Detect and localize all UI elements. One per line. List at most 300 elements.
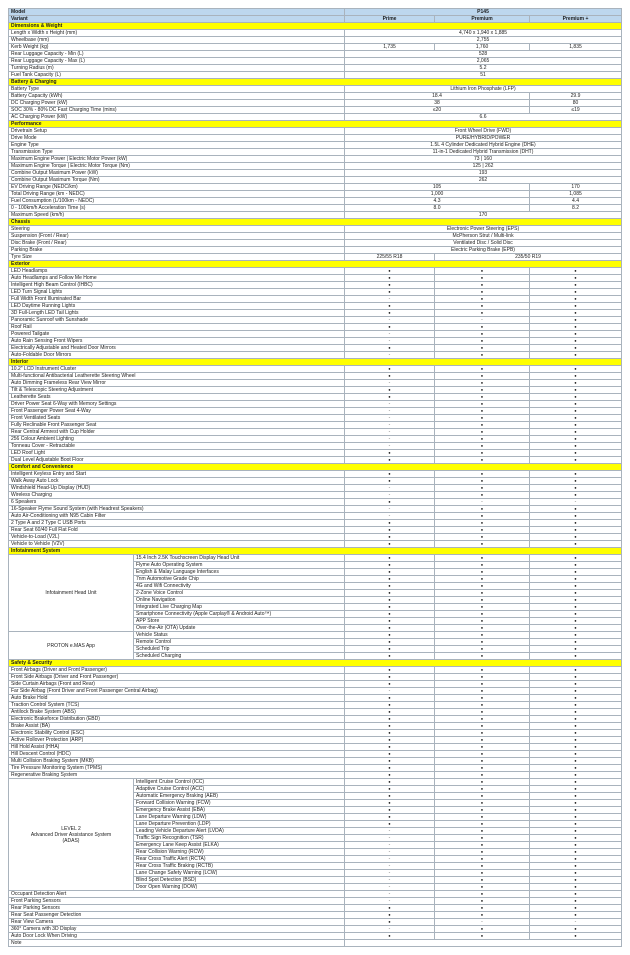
spec-label: Combine Output Maximum Torque (Nm) bbox=[9, 177, 345, 184]
feature-dot: ● bbox=[435, 814, 530, 821]
feature-dot: ● bbox=[530, 317, 622, 324]
section-header: Infotainment System bbox=[9, 548, 622, 555]
feature-dash: - bbox=[345, 408, 435, 415]
section-header: Dimensions & Weight bbox=[9, 23, 622, 30]
feature-dot: ● bbox=[530, 401, 622, 408]
feature-dot: ● bbox=[530, 828, 622, 835]
section-header-row bbox=[9, 548, 622, 555]
feature-dot: ● bbox=[435, 366, 530, 373]
spec-label: 16-Speaker Flyme Sound System (with Headrest Speakers) bbox=[9, 506, 345, 513]
feature-dot: ● bbox=[530, 758, 622, 765]
feature-dot: ● bbox=[345, 562, 435, 569]
spec-label: Blind Spot Detection (BSD) bbox=[134, 877, 345, 884]
feature-dot: ● bbox=[345, 681, 435, 688]
feature-dash: - bbox=[345, 513, 435, 520]
feature-dot: ● bbox=[530, 632, 622, 639]
group-label: PROTON e.MAS App bbox=[9, 632, 134, 660]
model-label: Model bbox=[9, 9, 345, 16]
spec-label: LED Turn Signal Lights bbox=[9, 289, 345, 296]
spec-label: Emergency Brake Assist (EBA) bbox=[134, 807, 345, 814]
spec-row bbox=[9, 233, 622, 240]
spec-row bbox=[9, 247, 622, 254]
feature-dash: - bbox=[345, 296, 435, 303]
feature-dash: - bbox=[345, 898, 435, 905]
feature-dot: ● bbox=[530, 625, 622, 632]
spec-label: Steering bbox=[9, 226, 345, 233]
feature-dot: ● bbox=[345, 583, 435, 590]
feature-dot: ● bbox=[435, 457, 530, 464]
feature-dot: ● bbox=[530, 821, 622, 828]
spec-row bbox=[9, 919, 622, 926]
feature-dot: ● bbox=[530, 408, 622, 415]
feature-dot: ● bbox=[435, 898, 530, 905]
feature-dot: ● bbox=[435, 723, 530, 730]
spec-value: 5.2 bbox=[345, 65, 622, 72]
feature-dot: ● bbox=[345, 674, 435, 681]
spec-label: LED Headlamps bbox=[9, 268, 345, 275]
spec-label: Driver Power Seat 6-Way with Memory Settings bbox=[9, 401, 345, 408]
feature-dot: ● bbox=[530, 695, 622, 702]
feature-dot: ● bbox=[345, 520, 435, 527]
feature-dot: ● bbox=[530, 352, 622, 359]
spec-label: EV Driving Range (NEDC/km) bbox=[9, 184, 345, 191]
spec-label: Rear Central Armrest with Cup Holder bbox=[9, 429, 345, 436]
feature-dot: ● bbox=[435, 513, 530, 520]
spec-row bbox=[9, 898, 622, 905]
feature-dot: ● bbox=[435, 695, 530, 702]
spec-label: Electrically Adjustable and Heated Door Mirrors bbox=[9, 345, 345, 352]
spec-row bbox=[9, 443, 622, 450]
feature-dot: ● bbox=[345, 814, 435, 821]
spec-value: 18.4 bbox=[345, 93, 530, 100]
feature-dot: ● bbox=[530, 597, 622, 604]
feature-dot: ● bbox=[435, 877, 530, 884]
feature-dot: ● bbox=[345, 653, 435, 660]
feature-dot: ● bbox=[345, 919, 435, 926]
feature-dot: ● bbox=[435, 849, 530, 856]
spec-label: Electronic Stability Control (ESC) bbox=[9, 730, 345, 737]
variant-label: Variant bbox=[9, 16, 345, 23]
feature-dot: ● bbox=[530, 674, 622, 681]
spec-row bbox=[9, 513, 622, 520]
feature-dot: ● bbox=[530, 737, 622, 744]
spec-value: 2,755 bbox=[345, 37, 622, 44]
spec-value: 2,065 bbox=[345, 58, 622, 65]
feature-dot: ● bbox=[345, 387, 435, 394]
spec-value: Ventilated Disc / Solid Disc bbox=[345, 240, 622, 247]
spec-label: Leading Vehicle Departure Alert (LVDA) bbox=[134, 828, 345, 835]
spec-row bbox=[9, 254, 622, 261]
feature-dot: ● bbox=[530, 380, 622, 387]
feature-dot: ● bbox=[530, 415, 622, 422]
feature-dot: ● bbox=[345, 457, 435, 464]
feature-dot: ● bbox=[435, 821, 530, 828]
spec-label: Maximum Speed (km/h) bbox=[9, 212, 345, 219]
spec-row bbox=[9, 940, 622, 947]
spec-label: LED Roof Light bbox=[9, 450, 345, 457]
spec-value: 170 bbox=[530, 184, 622, 191]
feature-dot: ● bbox=[435, 737, 530, 744]
feature-dot: ● bbox=[530, 310, 622, 317]
spec-label: Scheduled Trip bbox=[134, 646, 345, 653]
feature-dot: ● bbox=[345, 527, 435, 534]
feature-dash: - bbox=[345, 436, 435, 443]
feature-dot: ● bbox=[345, 695, 435, 702]
feature-dot: ● bbox=[530, 800, 622, 807]
feature-dot: ● bbox=[435, 709, 530, 716]
feature-dot: ● bbox=[530, 639, 622, 646]
feature-dot: ● bbox=[435, 625, 530, 632]
spec-value: 1,735 bbox=[345, 44, 435, 51]
spec-value: 170 bbox=[345, 212, 622, 219]
feature-dash: - bbox=[345, 317, 435, 324]
feature-dot: ● bbox=[345, 646, 435, 653]
feature-dot: ● bbox=[345, 268, 435, 275]
feature-dot: ● bbox=[435, 793, 530, 800]
section-header-row bbox=[9, 219, 622, 226]
feature-dash: - bbox=[435, 317, 530, 324]
feature-dot: ● bbox=[530, 338, 622, 345]
spec-value: 225/55 R18 bbox=[345, 254, 435, 261]
spec-row bbox=[9, 268, 622, 275]
feature-dash: - bbox=[345, 380, 435, 387]
feature-dot: ● bbox=[435, 534, 530, 541]
feature-dot: ● bbox=[345, 744, 435, 751]
spec-label: Combine Output Maximum Power (kW) bbox=[9, 170, 345, 177]
spec-label: Maximum Engine Torque | Electric Motor Torque (Nm) bbox=[9, 163, 345, 170]
feature-dot: ● bbox=[530, 506, 622, 513]
spec-row bbox=[9, 772, 622, 779]
spec-row bbox=[9, 506, 622, 513]
spec-row bbox=[9, 737, 622, 744]
section-header: Exterior bbox=[9, 261, 622, 268]
spec-value: 1,835 bbox=[530, 44, 622, 51]
feature-dot: ● bbox=[530, 604, 622, 611]
spec-label: Over-the-Air (OTA) Update bbox=[134, 625, 345, 632]
feature-dot: ● bbox=[530, 478, 622, 485]
spec-row bbox=[9, 135, 622, 142]
feature-dot: ● bbox=[435, 926, 530, 933]
spec-row bbox=[9, 163, 622, 170]
spec-label: Tyre Size bbox=[9, 254, 345, 261]
feature-dot: ● bbox=[530, 450, 622, 457]
feature-dot: ● bbox=[435, 765, 530, 772]
feature-dot: ● bbox=[530, 282, 622, 289]
feature-dot: ● bbox=[530, 807, 622, 814]
feature-dot: ● bbox=[435, 786, 530, 793]
spec-label: Electronic Brakeforce Distribution (EBD) bbox=[9, 716, 345, 723]
feature-dot: ● bbox=[435, 576, 530, 583]
spec-value: Electric Parking Brake (EPB) bbox=[345, 247, 622, 254]
spec-row bbox=[9, 415, 622, 422]
feature-dot: ● bbox=[530, 576, 622, 583]
model-row bbox=[9, 9, 622, 16]
feature-dash: - bbox=[345, 492, 435, 499]
feature-dot: ● bbox=[345, 394, 435, 401]
spec-value: 105 bbox=[345, 184, 530, 191]
spec-label: Lane Departure Warning (LDW) bbox=[134, 814, 345, 821]
spec-label: Remote Control bbox=[134, 639, 345, 646]
spec-label: Active Rollover Protection (ARP) bbox=[9, 737, 345, 744]
spec-row bbox=[9, 450, 622, 457]
spec-row bbox=[9, 422, 622, 429]
spec-label: Forward Collision Warning (FCW) bbox=[134, 800, 345, 807]
feature-dot: ● bbox=[530, 891, 622, 898]
spec-value: Electronic Power Steering (EPS) bbox=[345, 226, 622, 233]
model-value: P145 bbox=[345, 9, 622, 16]
feature-dot: ● bbox=[435, 408, 530, 415]
feature-dot: ● bbox=[345, 639, 435, 646]
spec-label: Front Airbags (Driver and Front Passenger) bbox=[9, 667, 345, 674]
feature-dot: ● bbox=[345, 289, 435, 296]
feature-dot: ● bbox=[435, 338, 530, 345]
variant-premium-plus: Premium + bbox=[530, 16, 622, 23]
spec-value: 73 | 160 bbox=[345, 156, 622, 163]
spec-label: SOC 30% - 80% DC Fast Charging Time (mins) bbox=[9, 107, 345, 114]
feature-dot: ● bbox=[435, 415, 530, 422]
spec-label: Fuel Tank Capacity (L) bbox=[9, 72, 345, 79]
spec-value: 235/50 R19 bbox=[435, 254, 622, 261]
spec-label: Fuel Consumption (L/100km - NEDC) bbox=[9, 198, 345, 205]
group-label: Infotainment Head Unit bbox=[9, 555, 134, 632]
feature-dot: ● bbox=[530, 436, 622, 443]
feature-dot: ● bbox=[345, 779, 435, 786]
feature-dash: - bbox=[345, 422, 435, 429]
feature-dot: ● bbox=[530, 667, 622, 674]
spec-row bbox=[9, 156, 622, 163]
spec-label: Walk Away Auto Lock bbox=[9, 478, 345, 485]
feature-dot: ● bbox=[530, 471, 622, 478]
spec-label: Multi Collision Braking System (MKB) bbox=[9, 758, 345, 765]
section-header: Performance bbox=[9, 121, 622, 128]
spec-label: Integrated Live Charging Map bbox=[134, 604, 345, 611]
feature-dot: ● bbox=[530, 569, 622, 576]
feature-dash: - bbox=[345, 884, 435, 891]
feature-dot: ● bbox=[530, 842, 622, 849]
feature-dot: ● bbox=[435, 905, 530, 912]
feature-dot: ● bbox=[530, 492, 622, 499]
spec-label: Antilock Brake System (ABS) bbox=[9, 709, 345, 716]
spec-label: Transmission Type bbox=[9, 149, 345, 156]
feature-dash: - bbox=[435, 919, 530, 926]
spec-value: 29.9 bbox=[530, 93, 622, 100]
feature-dot: ● bbox=[435, 618, 530, 625]
feature-dot: ● bbox=[530, 814, 622, 821]
spec-row bbox=[9, 394, 622, 401]
feature-dot: ● bbox=[345, 807, 435, 814]
spec-label: Rear Seat Passenger Detection bbox=[9, 912, 345, 919]
feature-dot: ● bbox=[530, 898, 622, 905]
feature-dot: ● bbox=[435, 828, 530, 835]
feature-dot: ● bbox=[435, 856, 530, 863]
feature-dot: ● bbox=[435, 506, 530, 513]
feature-dot: ● bbox=[530, 863, 622, 870]
spec-table bbox=[8, 8, 622, 947]
feature-dot: ● bbox=[435, 800, 530, 807]
spec-row bbox=[9, 534, 622, 541]
feature-dot: ● bbox=[345, 786, 435, 793]
feature-dot: ● bbox=[530, 296, 622, 303]
feature-dot: ● bbox=[435, 807, 530, 814]
feature-dot: ● bbox=[345, 709, 435, 716]
feature-dot: ● bbox=[530, 751, 622, 758]
spec-label: AC Charging Power (kW) bbox=[9, 114, 345, 121]
feature-dash: - bbox=[530, 919, 622, 926]
feature-dot: ● bbox=[435, 471, 530, 478]
feature-dot: ● bbox=[435, 891, 530, 898]
feature-dot: ● bbox=[530, 772, 622, 779]
spec-row bbox=[9, 905, 622, 912]
feature-dash: - bbox=[345, 835, 435, 842]
feature-dot: ● bbox=[530, 275, 622, 282]
feature-dot: ● bbox=[530, 527, 622, 534]
spec-row bbox=[9, 184, 622, 191]
spec-label: DC Charging Power (kW) bbox=[9, 100, 345, 107]
feature-dot: ● bbox=[345, 611, 435, 618]
spec-label: English & Malay Language Interfaces bbox=[134, 569, 345, 576]
feature-dot: ● bbox=[530, 765, 622, 772]
spec-label: Powered Tailgate bbox=[9, 331, 345, 338]
feature-dot: ● bbox=[530, 793, 622, 800]
spec-row bbox=[9, 485, 622, 492]
spec-row bbox=[9, 751, 622, 758]
spec-row bbox=[9, 93, 622, 100]
feature-dot: ● bbox=[530, 744, 622, 751]
spec-value: 8.0 bbox=[345, 205, 530, 212]
section-header: Comfort and Convenience bbox=[9, 464, 622, 471]
spec-label: Occupant Detection Alert bbox=[9, 891, 345, 898]
feature-dot: ● bbox=[435, 555, 530, 562]
feature-dash: - bbox=[530, 499, 622, 506]
feature-dot: ● bbox=[530, 387, 622, 394]
spec-label: Smartphone Connectivity (Apple Carplay® & Android Auto™) bbox=[134, 611, 345, 618]
feature-dot: ● bbox=[530, 562, 622, 569]
spec-label: Rear View Camera bbox=[9, 919, 345, 926]
feature-dot: ● bbox=[435, 387, 530, 394]
spec-row bbox=[9, 44, 622, 51]
spec-row bbox=[9, 100, 622, 107]
spec-row bbox=[9, 674, 622, 681]
spec-row bbox=[9, 324, 622, 331]
spec-row bbox=[9, 142, 622, 149]
section-header-row bbox=[9, 464, 622, 471]
spec-value: 1,085 bbox=[530, 191, 622, 198]
feature-dot: ● bbox=[435, 450, 530, 457]
spec-row bbox=[9, 387, 622, 394]
feature-dot: ● bbox=[345, 555, 435, 562]
feature-dot: ● bbox=[530, 730, 622, 737]
feature-dot: ● bbox=[435, 597, 530, 604]
spec-row bbox=[9, 296, 622, 303]
spec-row bbox=[9, 891, 622, 898]
feature-dot: ● bbox=[435, 394, 530, 401]
spec-label: Side Curtain Airbags (Front and Rear) bbox=[9, 681, 345, 688]
spec-label: Rear Luggage Capacity - Max (L) bbox=[9, 58, 345, 65]
spec-label: Disc Brake (Front / Rear) bbox=[9, 240, 345, 247]
spec-value: ≤19 bbox=[530, 107, 622, 114]
spec-row bbox=[9, 709, 622, 716]
feature-dot: ● bbox=[530, 429, 622, 436]
feature-dash: - bbox=[345, 863, 435, 870]
spec-label: Vehicle-to-Load (V2L) bbox=[9, 534, 345, 541]
spec-value: McPherson Strut / Multi-link bbox=[345, 233, 622, 240]
spec-label: 360° Camera with 3D Display bbox=[9, 926, 345, 933]
feature-dot: ● bbox=[530, 366, 622, 373]
section-header: Safety & Security bbox=[9, 660, 622, 667]
feature-dot: ● bbox=[435, 611, 530, 618]
spec-row bbox=[9, 541, 622, 548]
spec-value: 193 bbox=[345, 170, 622, 177]
spec-label: 256 Colour Ambient Lighting bbox=[9, 436, 345, 443]
spec-row bbox=[9, 695, 622, 702]
spec-row bbox=[9, 170, 622, 177]
feature-dot: ● bbox=[435, 604, 530, 611]
spec-label: Front Side Airbags (Driver and Front Passenger) bbox=[9, 674, 345, 681]
spec-label: Wireless Charging bbox=[9, 492, 345, 499]
feature-dot: ● bbox=[345, 478, 435, 485]
spec-value: 11-in-1 Dedicated Hybrid Transmission (DHT) bbox=[345, 149, 622, 156]
feature-dot: ● bbox=[345, 275, 435, 282]
spec-row bbox=[9, 107, 622, 114]
spec-label: 2 Type A and 2 Type C USB Ports bbox=[9, 520, 345, 527]
feature-dot: ● bbox=[435, 289, 530, 296]
feature-dot: ● bbox=[530, 268, 622, 275]
spec-label: Emergency Lane Keep Assist (ELKA) bbox=[134, 842, 345, 849]
spec-label: Hill Hold Assist (HHA) bbox=[9, 744, 345, 751]
feature-dot: ● bbox=[345, 450, 435, 457]
feature-dot: ● bbox=[345, 569, 435, 576]
feature-dot: ● bbox=[530, 590, 622, 597]
spec-row bbox=[9, 240, 622, 247]
feature-dot: ● bbox=[530, 870, 622, 877]
section-header: Interior bbox=[9, 359, 622, 366]
feature-dot: ● bbox=[530, 541, 622, 548]
feature-dot: ● bbox=[345, 793, 435, 800]
spec-label: Automatic Emergency Braking (AEB) bbox=[134, 793, 345, 800]
feature-dot: ● bbox=[345, 716, 435, 723]
feature-dot: ● bbox=[530, 905, 622, 912]
spec-row bbox=[9, 779, 622, 786]
spec-label: Turning Radius (m) bbox=[9, 65, 345, 72]
feature-dot: ● bbox=[435, 590, 530, 597]
feature-dot: ● bbox=[435, 443, 530, 450]
spec-row bbox=[9, 72, 622, 79]
feature-dot: ● bbox=[530, 520, 622, 527]
spec-value: 51 bbox=[345, 72, 622, 79]
spec-row bbox=[9, 373, 622, 380]
feature-dot: ● bbox=[435, 667, 530, 674]
spec-label: Maximum Engine Power | Electric Motor Power (kW) bbox=[9, 156, 345, 163]
spec-label: Scheduled Charging bbox=[134, 653, 345, 660]
spec-label: Rear Collision Warning (RCW) bbox=[134, 849, 345, 856]
feature-dot: ● bbox=[345, 933, 435, 940]
feature-dot: ● bbox=[345, 541, 435, 548]
feature-dot: ● bbox=[345, 772, 435, 779]
feature-dot: ● bbox=[530, 849, 622, 856]
spec-row bbox=[9, 114, 622, 121]
feature-dash: - bbox=[345, 443, 435, 450]
feature-dot: ● bbox=[345, 702, 435, 709]
feature-dot: ● bbox=[435, 352, 530, 359]
spec-label: Front Ventilated Seats bbox=[9, 415, 345, 422]
feature-dot: ● bbox=[435, 688, 530, 695]
spec-label: Tonneau Cover - Retractable bbox=[9, 443, 345, 450]
feature-dot: ● bbox=[435, 870, 530, 877]
feature-dot: ● bbox=[530, 555, 622, 562]
feature-dash: - bbox=[345, 842, 435, 849]
spec-label: Auto Dimming Frameless Rear View Mirror bbox=[9, 380, 345, 387]
feature-dot: ● bbox=[345, 758, 435, 765]
